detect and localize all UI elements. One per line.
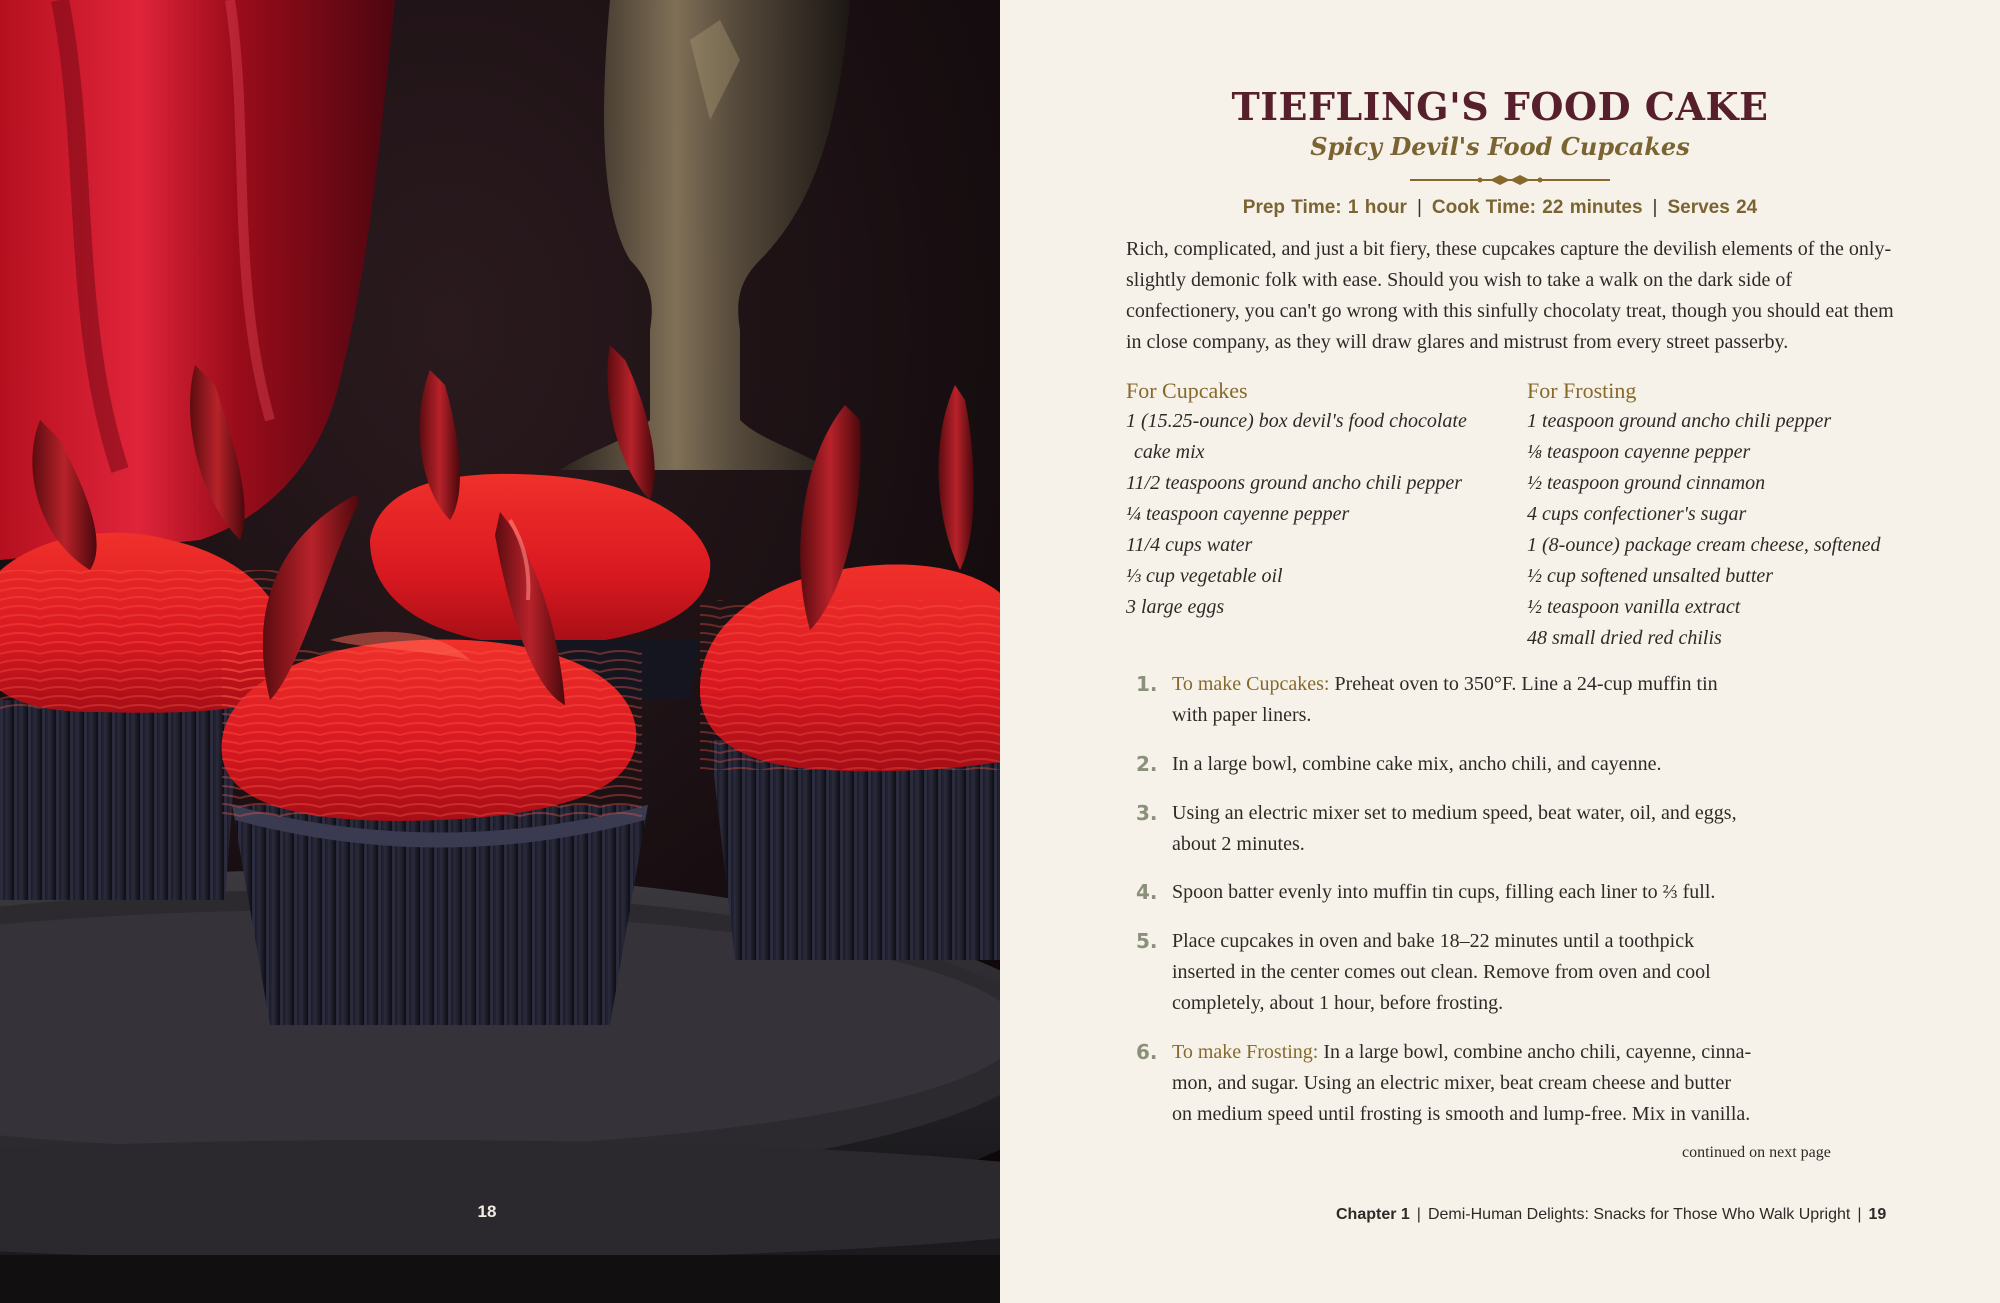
meta-separator: | [1652, 197, 1658, 218]
step-text: Place cupcakes in oven and bake 18–22 minutes until a toothpick [1172, 930, 1695, 952]
right-page-number: 19 [1868, 1206, 1887, 1223]
step-1 [1136, 669, 1852, 731]
step-3 [1136, 798, 1852, 860]
step-number: 2. [1136, 752, 1158, 776]
recipe-title: TIEFLING'S FOOD CAKE [1231, 84, 1769, 129]
ingredient: 1 (15.25-ounce) box devil's food chocolate [1126, 410, 1467, 432]
ingredient: 1 teaspoon ground ancho chili pepper [1527, 410, 1832, 432]
step-text: Preheat oven to 350°F. Line a 24-cup muffin tin [1334, 673, 1718, 695]
step-number: 1. [1136, 672, 1158, 696]
step-number: 4. [1136, 880, 1158, 904]
step-lead: To make Frosting: [1172, 1041, 1319, 1063]
step-text: In a large bowl, combine ancho chili, cayenne, cinna- [1323, 1041, 1752, 1063]
step-text: about 2 minutes. [1172, 833, 1305, 855]
step-text: Spoon batter evenly into muffin tin cups, filling each liner to ⅔ full. [1172, 881, 1716, 903]
chapter-label: Chapter 1 [1336, 1206, 1410, 1223]
serves: Serves 24 [1667, 197, 1758, 218]
step-number: 5. [1136, 929, 1158, 953]
ingredient: 3 large eggs [1126, 596, 1225, 618]
step-text: inserted in the center comes out clean. Remove from oven and cool [1172, 961, 1711, 983]
prep-time: Prep Time: 1 hour [1242, 197, 1407, 218]
ingredient: 1 (8-ounce) package cream cheese, softened [1527, 534, 1881, 556]
cupcakes-heading: For Cupcakes [1126, 378, 1248, 403]
cupcake-ingredients [1126, 375, 1511, 623]
ingredient: 11/2 teaspoons ground ancho chili pepper [1126, 472, 1463, 494]
divider-ornament [1410, 172, 1610, 188]
meta-separator: | [1416, 197, 1422, 218]
ingredient: ½ teaspoon ground cinnamon [1527, 472, 1766, 494]
cook-time: Cook Time: 22 minutes [1431, 197, 1643, 218]
step-text: with paper liners. [1172, 704, 1312, 726]
ingredient: ⅓ cup vegetable oil [1126, 565, 1283, 587]
step-5 [1136, 926, 1852, 1019]
step-number: 3. [1136, 801, 1158, 825]
ingredient: ½ teaspoon vanilla extract [1527, 596, 1741, 618]
step-lead: To make Cupcakes: [1172, 673, 1330, 695]
step-text: Using an electric mixer set to medium speed, beat water, oil, and eggs, [1172, 802, 1737, 824]
recipe-meta [1000, 197, 2000, 219]
ingredient: 48 small dried red chilis [1527, 627, 1722, 649]
ingredient: ⅛ teaspoon cayenne pepper [1527, 441, 1751, 463]
step-text: mon, and sugar. Using an electric mixer, beat cream cheese and butter [1172, 1072, 1731, 1094]
ingredient: cake mix [1134, 441, 1205, 463]
chapter-title: Demi-Human Delights: Snacks for Those Who Walk Upright [1427, 1206, 1851, 1223]
recipe-intro: Rich, complicated, and just a bit fiery, these cupcakes capture the devilish elements of the only-slightly demonic folk with ease. Should you wish to take a walk on the dark side of confectionery, you can't go wrong with this sinfully chocolaty treat, though you should eat them in close company, as they will draw glares and mistrust from every street passerby. [1126, 238, 1894, 353]
ingredient: ½ cup softened unsalted butter [1527, 565, 1774, 587]
step-6 [1136, 1037, 1852, 1130]
step-text: In a large bowl, combine cake mix, ancho chili, and cayenne. [1172, 753, 1662, 775]
frosting-heading: For Frosting [1527, 378, 1637, 403]
step-text: on medium speed until frosting is smooth and lump-free. Mix in vanilla. [1172, 1103, 1751, 1125]
ingredient: 11/4 cups water [1126, 534, 1253, 556]
continued-note: continued on next page [1682, 1144, 1831, 1161]
footer-separator: | [1416, 1206, 1421, 1223]
page-footer [1336, 1206, 1886, 1224]
step-2 [1136, 749, 1852, 780]
recipe-subtitle: Spicy Devil's Food Cupcakes [1310, 132, 1690, 161]
ingredient: ¼ teaspoon cayenne pepper [1126, 503, 1350, 525]
ingredient: 4 cups confectioner's sugar [1527, 503, 1747, 525]
left-page-number: 18 [477, 1202, 497, 1221]
step-text: completely, about 1 hour, before frosting. [1172, 992, 1504, 1014]
step-number: 6. [1136, 1040, 1158, 1064]
frosting-ingredients [1527, 375, 1947, 654]
footer-separator: | [1857, 1206, 1862, 1223]
step-4 [1136, 877, 1852, 908]
